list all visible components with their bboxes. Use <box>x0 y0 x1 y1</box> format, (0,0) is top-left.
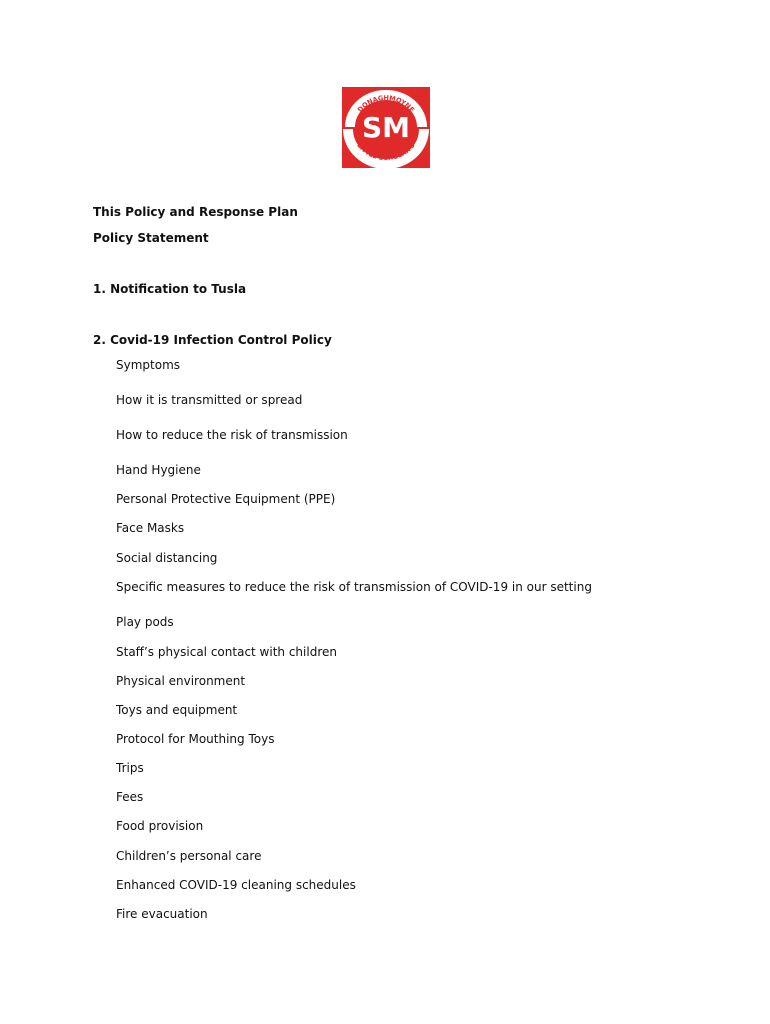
list-item: Staff’s physical contact with children <box>116 645 337 659</box>
logo-emblem <box>342 87 430 168</box>
list-item: Physical environment <box>116 674 246 688</box>
logo-initials: SM <box>361 111 411 144</box>
list-item: Fees <box>116 790 144 804</box>
list-item: Symptoms <box>116 358 181 372</box>
list-item: Hand Hygiene <box>116 463 201 477</box>
list-item: Social distancing <box>116 551 218 565</box>
logo-top-text: DONAGHMOYNE <box>355 93 417 114</box>
policy-statement-heading: Policy Statement <box>93 231 209 245</box>
policy-plan-heading: This Policy and Response Plan <box>93 205 298 219</box>
list-item: Fire evacuation <box>116 907 208 921</box>
list-item: Protocol for Mouthing Toys <box>116 732 275 746</box>
list-item: Children’s personal care <box>116 849 262 863</box>
list-item: Personal Protective Equipment (PPE) <box>116 492 336 506</box>
list-item: Face Masks <box>116 521 185 535</box>
list-item: Play pods <box>116 615 174 629</box>
list-item: Enhanced COVID-19 cleaning schedules <box>116 878 356 892</box>
list-item: Toys and equipment <box>116 703 238 717</box>
list-item: Trips <box>116 761 144 775</box>
list-item: How to reduce the risk of transmission <box>116 428 348 442</box>
section-2-heading: 2. Covid-19 Infection Control Policy <box>93 333 332 347</box>
list-item: Food provision <box>116 819 204 833</box>
list-item: Specific measures to reduce the risk of transmission of COVID-19 in our setting <box>116 580 592 594</box>
list-item: How it is transmitted or spread <box>116 393 303 407</box>
logo-bottom-text: LITTLE SCHOLAR'S <box>355 141 417 163</box>
school-logo <box>342 87 430 168</box>
section-1-heading: 1. Notification to Tusla <box>93 282 247 296</box>
